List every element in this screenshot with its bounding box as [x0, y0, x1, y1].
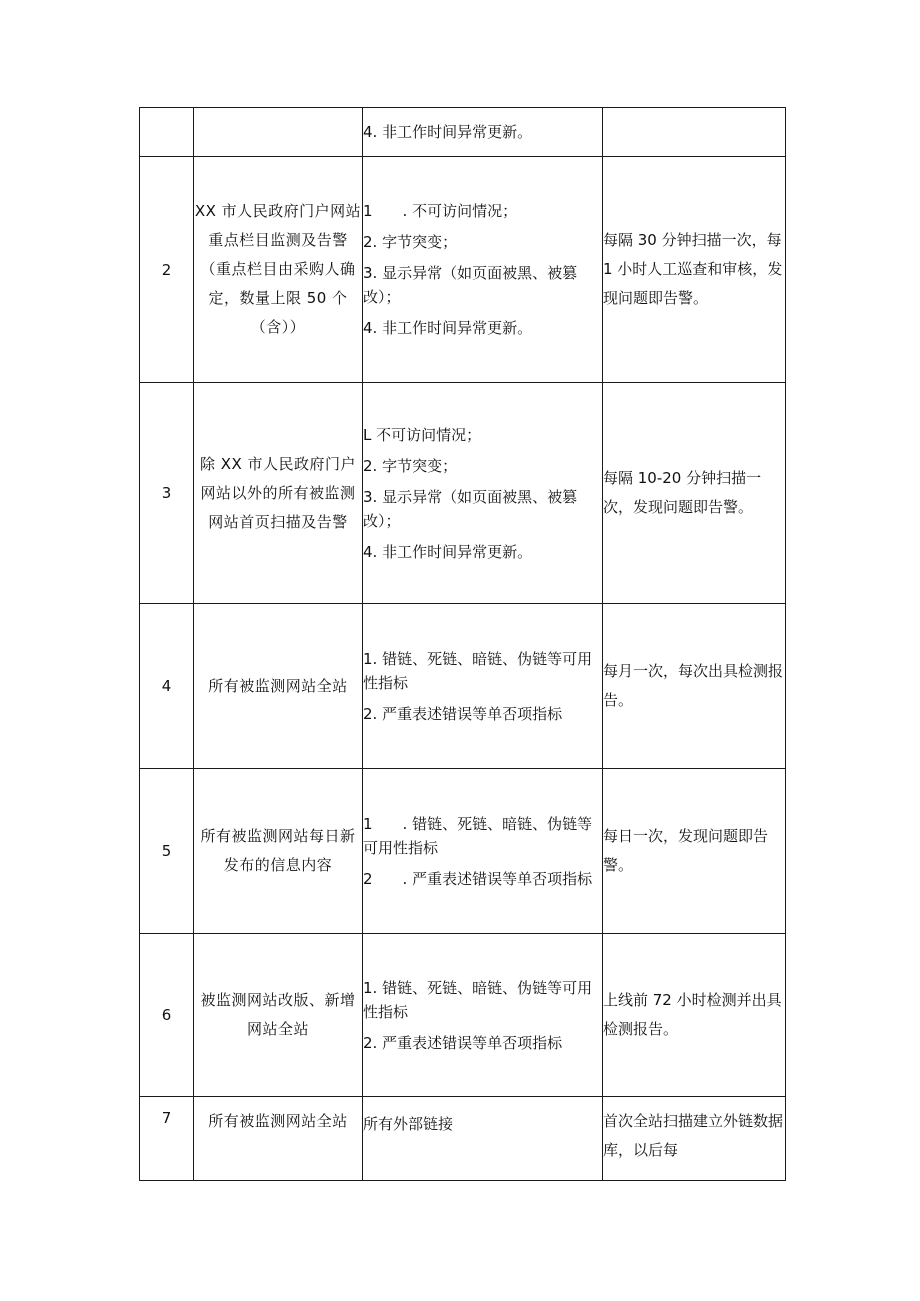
monitoring-content: [363, 769, 603, 934]
row-number: 3: [140, 383, 194, 604]
monitoring-frequency: 每隔 30 分钟扫描一次，每 1 小时人工巡查和审核，发现问题即告警。: [603, 157, 786, 383]
monitoring-content: [363, 157, 603, 383]
monitoring-content: [363, 1097, 603, 1181]
content-item: 所有外部链接: [363, 1115, 454, 1133]
monitoring-scope: 被监测网站改版、新增网站全站: [194, 934, 363, 1097]
monitoring-content: [363, 604, 603, 769]
table-row: [140, 1097, 786, 1181]
content-item: 1. 错链、死链、暗链、伪链等可用性指标: [363, 978, 593, 1021]
row-number: 5: [140, 769, 194, 934]
table-row: [140, 108, 786, 157]
monitoring-content: [363, 934, 603, 1097]
monitoring-table: [139, 107, 786, 1181]
row-number: 2: [140, 157, 194, 383]
monitoring-frequency: 首次全站扫描建立外链数据库，以后每: [603, 1097, 786, 1181]
content-item: 4. 非工作时间异常更新。: [363, 123, 533, 141]
content-item: 2. 字节突变；: [363, 233, 458, 251]
monitoring-scope: [194, 108, 363, 157]
table-row: [140, 604, 786, 769]
monitoring-scope: 所有被监测网站全站: [194, 604, 363, 769]
monitoring-frequency: [603, 108, 786, 157]
monitoring-scope: 所有被监测网站每日新发布的信息内容: [194, 769, 363, 934]
row-number: 7: [140, 1097, 194, 1181]
monitoring-content: [363, 108, 603, 157]
content-item: 3. 显示异常（如页面被黑、被篡改）；: [363, 487, 578, 530]
content-item: 3. 显示异常（如页面被黑、被篡改）；: [363, 264, 578, 306]
table-row: [140, 934, 786, 1097]
table-row: [140, 157, 786, 383]
monitoring-frequency: 每隔 10-20 分钟扫描一次，发现问题即告警。: [603, 383, 786, 604]
content-item: 2. 严重表述错误等单否项指标: [363, 704, 563, 723]
monitoring-scope: 所有被监测网站全站: [194, 1097, 363, 1181]
row-number: 4: [140, 604, 194, 769]
monitoring-frequency: 每日一次，发现问题即告警。: [603, 769, 786, 934]
monitoring-frequency: 每月一次，每次出具检测报告。: [603, 604, 786, 769]
table-row: [140, 383, 786, 604]
row-number: [140, 108, 194, 157]
content-item: 2. 严重表述错误等单否项指标: [363, 1033, 563, 1052]
monitoring-content: [363, 383, 603, 604]
content-item: 1 . 不可访问情况；: [363, 202, 518, 220]
content-item: L 不可访问情况；: [363, 425, 482, 444]
monitoring-frequency: 上线前 72 小时检测并出具检测报告。: [603, 934, 786, 1097]
content-item: 1. 错链、死链、暗链、伪链等可用性指标: [363, 649, 593, 692]
monitoring-scope: XX 市人民政府门户网站重点栏目监测及告警（重点栏目由采购人确定，数量上限 50 个（含））: [194, 157, 363, 383]
content-item: 2 . 严重表述错误等单否项指标: [363, 869, 593, 888]
content-item: 1 . 错链、死链、暗链、伪链等可用性指标: [363, 814, 593, 857]
content-item: 4. 非工作时间异常更新。: [363, 542, 533, 561]
table-row: [140, 769, 786, 934]
content-item: 2. 字节突变；: [363, 456, 458, 475]
content-item: 4. 非工作时间异常更新。: [363, 319, 533, 337]
monitoring-scope: 除 XX 市人民政府门户网站以外的所有被监测网站首页扫描及告警: [194, 383, 363, 604]
row-number: 6: [140, 934, 194, 1097]
